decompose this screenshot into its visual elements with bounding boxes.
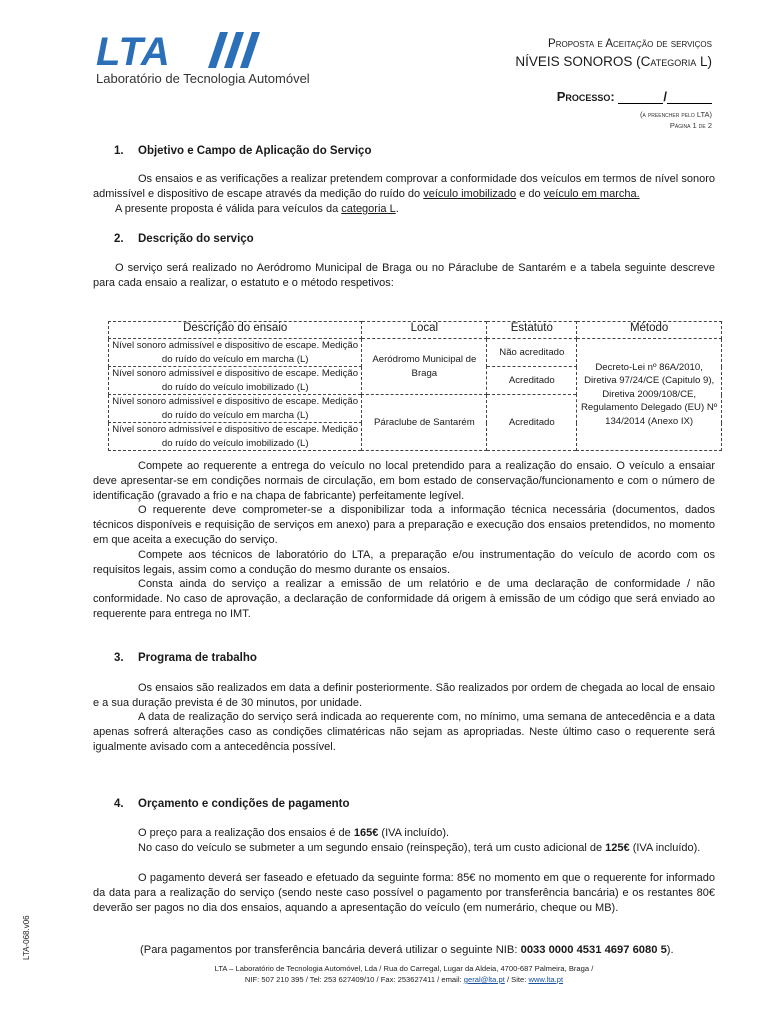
underline-categoria-l: categoria L bbox=[341, 203, 396, 215]
section-2-paragraph-1: O serviço será realizado no Aeródromo Municipal de Braga ou no Páraclube de Santarém e a tabela seguinte descreve para cada ensaio a realizar, o estatuto e o método respetivos: bbox=[93, 262, 715, 290]
section-2-paragraph-3: O requerente deve comprometer-se a disponibilizar toda a informação técnica necessária (documentos, dados técnicos disponíveis e requisição de serviços em anexo) para a preparação e execução dos ensaios pretendidos, no momento em que aceita a execução do serviço. bbox=[93, 504, 715, 547]
section-1-paragraph-1: Os ensaios e as verificações a realizar pretendem comprovar a conformidade dos veículos em termos de nível sonoro admissível e dispositivo de escape através da medição do ruído do veículo imobilizado e do veículo em marcha. bbox=[93, 173, 715, 201]
section-title: Objetivo e Campo de Aplicação do Serviço bbox=[138, 145, 372, 157]
services-table bbox=[108, 321, 722, 451]
table-cell-local: Páraclube de Santarém bbox=[362, 395, 487, 451]
section-3-paragraph-1: Os ensaios são realizados em data a definir posteriormente. São realizados por ordem de chegada ao local de ensaio e a sua duração prevista é de 30 minutos, por unidade. bbox=[93, 682, 715, 710]
table-header: Local bbox=[362, 322, 487, 339]
table-cell-status: Acreditado bbox=[487, 395, 577, 451]
underline-veiculo-em-marcha: veículo em marcha. bbox=[543, 188, 640, 201]
section-4-heading bbox=[114, 798, 350, 810]
table-cell-description: Nível sonoro admissível e dispositivo de escape. Medição do ruído do veículo em marcha (L) bbox=[109, 395, 362, 423]
table-cell-description: Nível sonoro admissível e dispositivo de escape. Medição do ruído do veículo imobilizado (L) bbox=[109, 423, 362, 451]
header-line2: NÍVEIS SONOROS (Categoria L) bbox=[515, 54, 712, 69]
section-number: 4. bbox=[114, 798, 124, 810]
section-3-heading bbox=[114, 652, 257, 664]
table-cell-status: Acreditado bbox=[487, 367, 577, 395]
footer bbox=[93, 963, 715, 985]
process-label: Processo: bbox=[556, 89, 615, 104]
process-field bbox=[557, 89, 712, 104]
table-cell-description: Nível sonoro admissível e dispositivo de escape. Medição do ruído do veículo imobilizado (L) bbox=[109, 367, 362, 395]
table-cell-method: Decreto-Lei nº 86A/2010, Diretiva 97/24/CE (Capitulo 9), Diretiva 2009/108/CE, Regulamento Delegado (EU) Nº 134/2014 (Anexo IX) bbox=[577, 339, 722, 451]
logo-slashes-icon bbox=[206, 30, 266, 70]
table-cell-status: Não acreditado bbox=[487, 339, 577, 367]
price-value: 165€ bbox=[353, 827, 379, 839]
section-number: 2. bbox=[114, 233, 124, 245]
table-header: Método bbox=[577, 322, 722, 339]
underline-veiculo-imobilizado: veículo imobilizado bbox=[423, 188, 517, 201]
section-2-paragraph-2: Compete ao requerente a entrega do veículo no local pretendido para a realização do ensaio. O veículo a ensaiar deve apresentar-se em condições normais de circulação, em bom estado de conservação/funcionamento e com o número de identificação (gravado a frio e na chapa de fabricante) perfeitamente legível. bbox=[93, 460, 715, 503]
section-4-paragraph-1: O preço para a realização dos ensaios é de 165€ (IVA incluído). bbox=[138, 827, 450, 839]
table-cell-local: Aeródromo Municipal de Braga bbox=[362, 339, 487, 395]
section-4-paragraph-3: O pagamento deverá ser faseado e efetuado da seguinte forma: 85€ no momento em que o requerente for informado da data para a realização do serviço (sendo neste caso possível o pagamento por transferência bancária) e os restantes 80€ deverão ser pagos no dia dos ensaios, aquando a apresentação do veículo (em numerário, cheque ou MB). bbox=[93, 872, 715, 915]
section-number: 3. bbox=[114, 652, 124, 664]
page-number: Página 1 de 2 bbox=[669, 121, 712, 130]
section-number: 1. bbox=[114, 145, 124, 157]
table-cell-description: Nível sonoro admissível e dispositivo de escape. Medição do ruído do veículo em marcha (L) bbox=[109, 339, 362, 367]
section-1-paragraph-2: A presente proposta é válida para veículos da categoria L. bbox=[115, 203, 399, 215]
footer-email-link[interactable]: geral@lta.pt bbox=[463, 975, 505, 984]
footer-site-link[interactable]: www.lta.pt bbox=[528, 975, 564, 984]
section-title: Programa de trabalho bbox=[138, 652, 257, 664]
logo-wordmark: LTA bbox=[96, 30, 171, 74]
document-code: LTA-068.v06 bbox=[22, 915, 31, 960]
section-1-heading bbox=[114, 145, 371, 157]
table-header: Estatuto bbox=[487, 322, 577, 339]
reinspection-price: 125€ bbox=[605, 842, 630, 854]
section-title: Descrição do serviço bbox=[138, 233, 254, 245]
header-line1: Proposta e Aceitação de serviços bbox=[548, 38, 712, 50]
process-sep: / bbox=[663, 89, 667, 104]
section-2-paragraph-4: Compete aos técnicos de laboratório do LTA, a preparação e/ou instrumentação do veículo de acordo com os requisitos legais, assim como a condução do mesmo durante os ensaios. bbox=[93, 549, 715, 577]
table-header: Descrição do ensaio bbox=[109, 322, 362, 339]
section-4-paragraph-2: No caso do veículo se submeter a um segundo ensaio (reinspeção), terá um custo adicional de 125€ (IVA incluído). bbox=[138, 842, 701, 854]
section-title: Orçamento e condições de pagamento bbox=[138, 798, 350, 810]
section-2-paragraph-5: Consta ainda do serviço a realizar a emissão de um relatório e de uma declaração de conformidade / não conformidade. No caso de aprovação, a declaração de conformidade dá origem à emissão de um código que será enviado ao requerente para entrega no IMT. bbox=[93, 578, 715, 621]
nib-note: (Para pagamentos por transferência bancária deverá utilizar o seguinte NIB: 0033 0000 4531 4697 6080 5). bbox=[140, 944, 674, 956]
footer-line-2: NIF: 507 210 395 / Tel: 253 627409/10 / Fax: 253627411 / email: geral@lta.pt / Site: www.lta.pt bbox=[244, 975, 564, 984]
process-blank-2 bbox=[667, 91, 712, 104]
section-3-paragraph-2: A data de realização do serviço será indicada ao requerente com, no mínimo, uma semana de antecedência e a data apenas sofrerá alterações caso as condições climatéricas não sejam as apropriadas. Neste último caso o requerente será igualmente avisado com a antecedência possível. bbox=[93, 711, 715, 754]
nib-value: 0033 0000 4531 4697 6080 5 bbox=[520, 944, 667, 956]
header-note: (a preencher pelo LTA) bbox=[640, 110, 712, 119]
footer-line-1: LTA – Laboratório de Tecnologia Automóvel, Lda / Rua do Carregal, Lugar da Aldeia, 4700-687 Palmeira, Braga / bbox=[214, 964, 594, 973]
process-blank-1 bbox=[618, 91, 663, 104]
section-2-heading bbox=[114, 233, 254, 245]
logo-subtitle: Laboratório de Tecnologia Automóvel bbox=[96, 71, 310, 86]
